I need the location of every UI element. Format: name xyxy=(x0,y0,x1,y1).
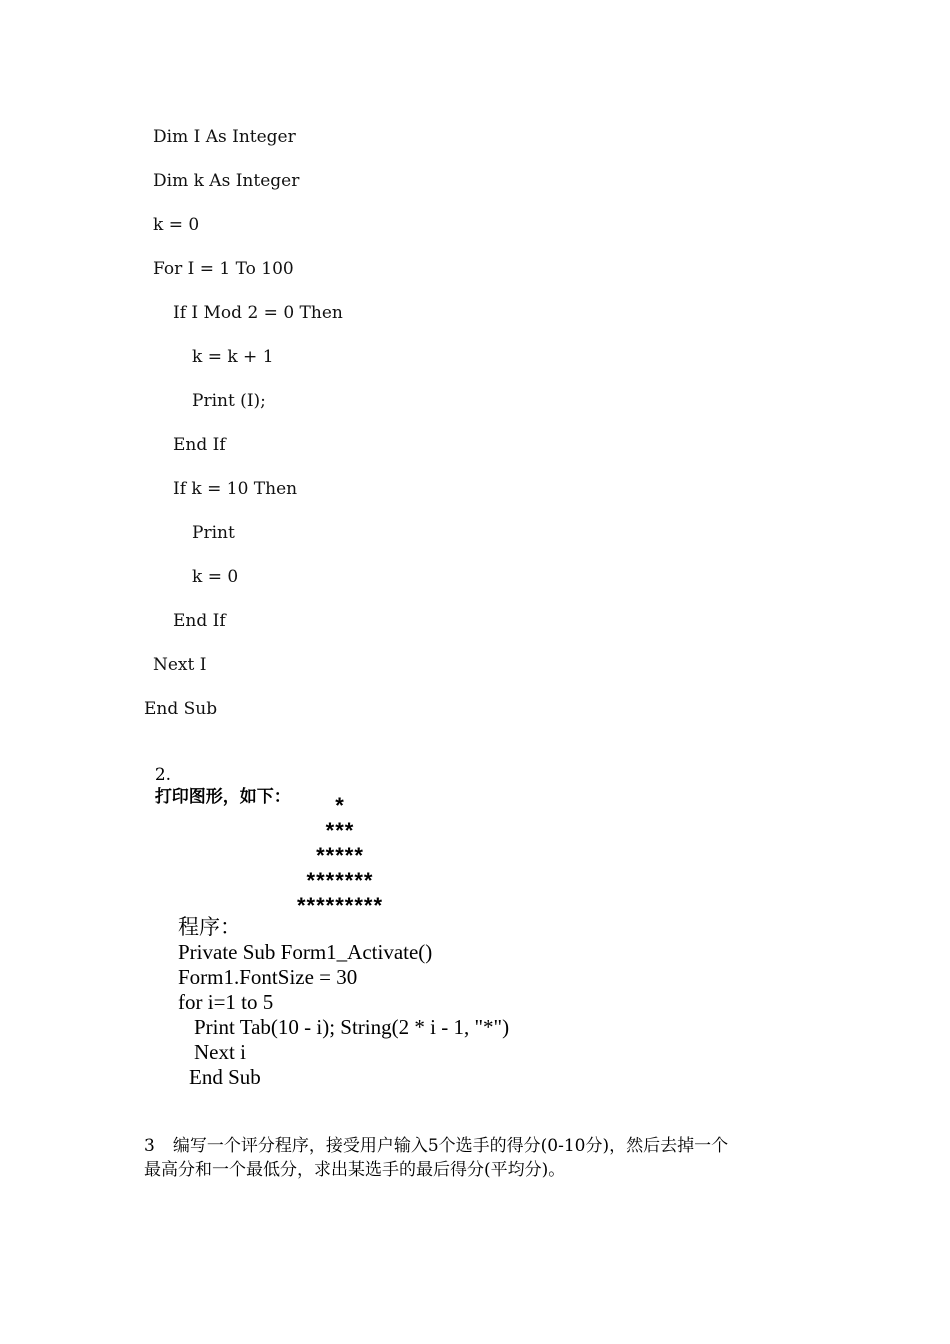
star-row: *** xyxy=(325,818,355,843)
code-line: Print (I); xyxy=(192,391,266,411)
code-line: Dim k As Integer xyxy=(153,171,300,191)
code-line: k = 0 xyxy=(192,567,239,587)
section-title: 打印图形，如下： xyxy=(154,787,291,807)
code-line: For I = 1 To 100 xyxy=(153,259,294,279)
program-line: Form1.FontSize = 30 xyxy=(178,965,358,989)
section-number: 2. xyxy=(154,765,172,785)
code-line: End If xyxy=(173,435,226,455)
code-line: Dim I As Integer xyxy=(153,127,296,147)
code-line: If k = 10 Then xyxy=(173,479,298,499)
star-row: ***** xyxy=(316,843,364,868)
star-row: ********* xyxy=(296,893,384,918)
code-line: Print xyxy=(192,523,235,543)
star-row: ******* xyxy=(306,868,374,893)
program-line: Private Sub Form1_Activate() xyxy=(178,940,433,964)
code-line: k = 0 xyxy=(153,215,200,235)
code-line: End Sub xyxy=(144,699,218,719)
code-line: k = k + 1 xyxy=(192,347,274,367)
code-line: If I Mod 2 = 0 Then xyxy=(173,303,343,323)
program-line: End Sub xyxy=(189,1065,261,1089)
program-line: Print Tab(10 - i); String(2 * i - 1, "*") xyxy=(194,1015,510,1039)
paragraph-text: 编写一个评分程序，接受用户输入5个选手的得分(0-10分)，然后去掉一个 xyxy=(172,1136,729,1156)
code-line: End If xyxy=(173,611,226,631)
code-line: Next I xyxy=(153,655,207,675)
paragraph-line: 最高分和一个最低分，求出某选手的最后得分(平均分)。 xyxy=(144,1160,566,1180)
section-number: 3 xyxy=(144,1136,155,1156)
program-label: 程序： xyxy=(178,915,241,939)
star-row: * xyxy=(335,793,345,818)
program-line: Next i xyxy=(194,1040,246,1064)
program-line: for i=1 to 5 xyxy=(178,990,274,1014)
paragraph-line xyxy=(144,1134,728,1158)
